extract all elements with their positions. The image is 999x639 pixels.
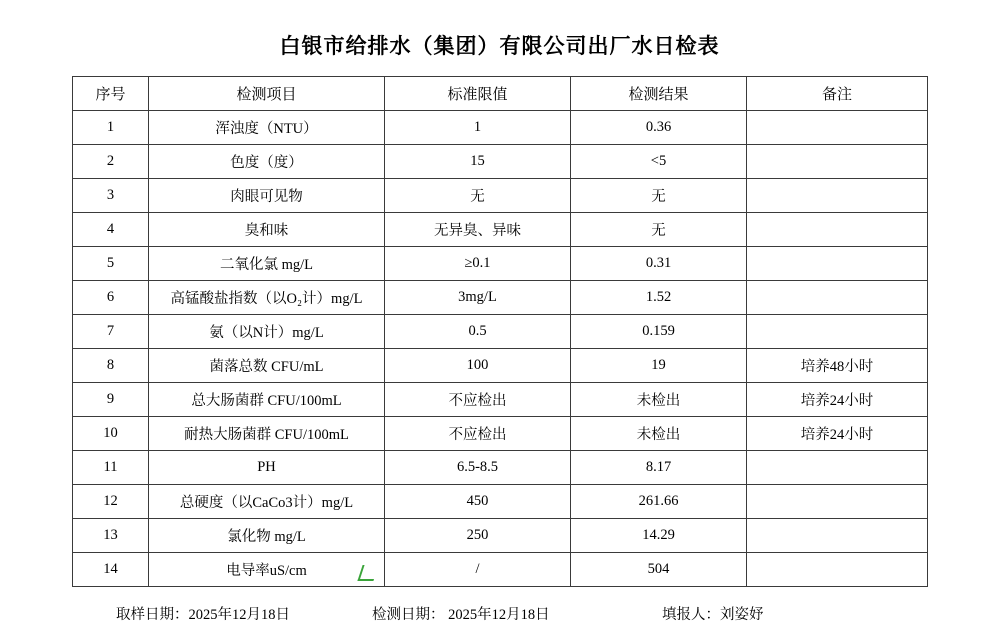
cell-no: 8: [73, 349, 149, 383]
cell-result: 0.159: [571, 315, 747, 349]
cell-no: 1: [73, 111, 149, 145]
cell-no: 3: [73, 179, 149, 213]
cell-item: 二氧化氯 mg/L: [149, 247, 385, 281]
cell-result: 8.17: [571, 451, 747, 485]
column-header-no: 序号: [73, 77, 149, 111]
cell-remark: [747, 213, 928, 247]
cell-result: 14.29: [571, 519, 747, 553]
cell-remark: 培养48小时: [747, 349, 928, 383]
cell-no: 5: [73, 247, 149, 281]
cell-item: 肉眼可见物: [149, 179, 385, 213]
table-row: [73, 519, 928, 553]
table-body: [73, 111, 928, 587]
table-row: [73, 485, 928, 519]
table-row: [73, 247, 928, 281]
cell-result: 无: [571, 179, 747, 213]
cell-item: 高锰酸盐指数（以O₂计）mg/L: [149, 281, 385, 315]
table-row: [73, 383, 928, 417]
cell-item: 电导率uS/cm: [149, 553, 385, 587]
cell-no: 9: [73, 383, 149, 417]
cell-result: 0.36: [571, 111, 747, 145]
cell-item: 色度（度）: [149, 145, 385, 179]
cell-item: 总硬度（以CaCo3计）mg/L: [149, 485, 385, 519]
cell-remark: [747, 281, 928, 315]
table-header: [73, 77, 928, 111]
cell-no: 7: [73, 315, 149, 349]
cell-item: 总大肠菌群 CFU/100mL: [149, 383, 385, 417]
sampling-date: 取样日期：2025年12月18日: [116, 607, 290, 623]
cell-no: 13: [73, 519, 149, 553]
cell-no: 14: [73, 553, 149, 587]
cell-no: 12: [73, 485, 149, 519]
cell-limit: 无异臭、异味: [385, 213, 571, 247]
cell-no: 2: [73, 145, 149, 179]
footer: [0, 587, 999, 624]
cell-no: 11: [73, 451, 149, 485]
cell-no: 10: [73, 417, 149, 451]
cell-remark: 培养24小时: [747, 417, 928, 451]
column-header-item: 检测项目: [149, 77, 385, 111]
cell-remark: [747, 519, 928, 553]
cell-limit: 1: [385, 111, 571, 145]
testing-date: 检测日期： 2025年12月18日: [372, 607, 550, 623]
table-row: [73, 553, 928, 587]
cell-limit: 6.5-8.5: [385, 451, 571, 485]
table-row: [73, 349, 928, 383]
cell-result: 504: [571, 553, 747, 587]
cell-remark: [747, 111, 928, 145]
cell-result: <5: [571, 145, 747, 179]
cell-limit: 3mg/L: [385, 281, 571, 315]
table-header-row: [73, 77, 928, 111]
cell-result: 19: [571, 349, 747, 383]
cell-remark: [747, 145, 928, 179]
column-header-remark: 备注: [747, 77, 928, 111]
table-container: [0, 76, 999, 587]
column-header-result: 检测结果: [571, 77, 747, 111]
cell-remark: [747, 179, 928, 213]
cell-result: 0.31: [571, 247, 747, 281]
table-row: [73, 281, 928, 315]
cell-limit: ≥0.1: [385, 247, 571, 281]
table-row: [73, 145, 928, 179]
cell-item: 氯化物 mg/L: [149, 519, 385, 553]
cell-result: 未检出: [571, 383, 747, 417]
cell-limit: 450: [385, 485, 571, 519]
cell-limit: 0.5: [385, 315, 571, 349]
cell-remark: [747, 485, 928, 519]
cell-remark: 培养24小时: [747, 383, 928, 417]
cell-remark: [747, 315, 928, 349]
cell-limit: 15: [385, 145, 571, 179]
daily-inspection-table: [72, 76, 928, 587]
table-row: [73, 451, 928, 485]
cell-result: 无: [571, 213, 747, 247]
cell-item: 菌落总数 CFU/mL: [149, 349, 385, 383]
cell-remark: [747, 451, 928, 485]
reporter-name: 填报人：刘姿妤: [662, 607, 764, 623]
cell-item: PH: [149, 451, 385, 485]
cell-result: 未检出: [571, 417, 747, 451]
cell-remark: [747, 553, 928, 587]
cell-item: 浑浊度（NTU）: [149, 111, 385, 145]
cell-limit: 250: [385, 519, 571, 553]
cell-item: 耐热大肠菌群 CFU/100mL: [149, 417, 385, 451]
cell-result: 1.52: [571, 281, 747, 315]
cell-limit: 无: [385, 179, 571, 213]
cell-remark: [747, 247, 928, 281]
cell-limit: 不应检出: [385, 383, 571, 417]
page-title: 白银市给排水（集团）有限公司出厂水日检表: [279, 34, 720, 58]
table-row: [73, 417, 928, 451]
cell-result: 261.66: [571, 485, 747, 519]
cell-limit: 100: [385, 349, 571, 383]
cell-item: 氨（以N计）mg/L: [149, 315, 385, 349]
cell-limit: /: [385, 553, 571, 587]
cell-item: 臭和味: [149, 213, 385, 247]
table-row: [73, 111, 928, 145]
table-row: [73, 213, 928, 247]
column-header-limit: 标准限值: [385, 77, 571, 111]
cell-limit: 不应检出: [385, 417, 571, 451]
cell-no: 6: [73, 281, 149, 315]
cell-no: 4: [73, 213, 149, 247]
table-row: [73, 315, 928, 349]
table-row: [73, 179, 928, 213]
